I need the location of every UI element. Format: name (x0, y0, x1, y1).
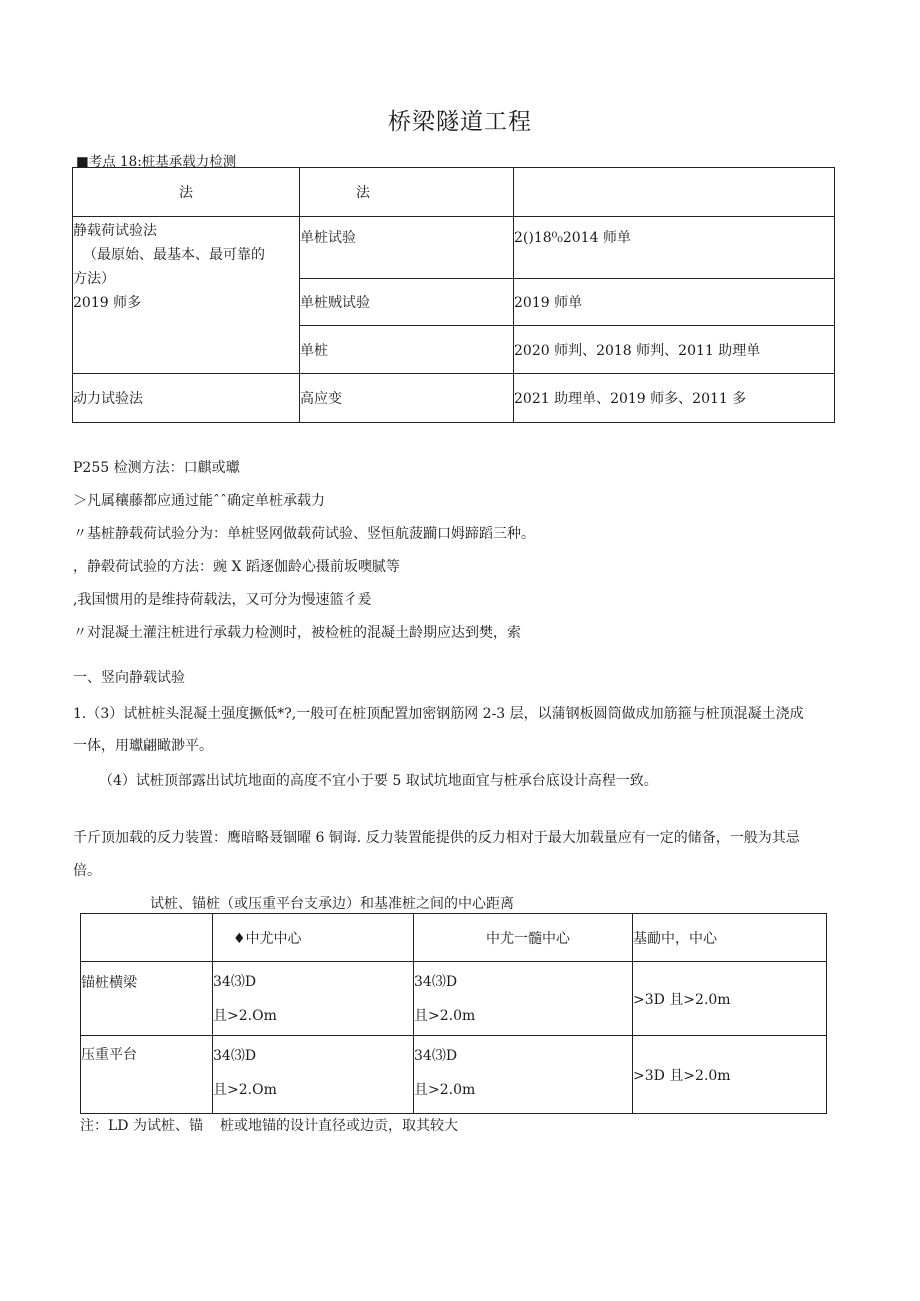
item-1-text-cont: 一体，用瓛翩瞰渺平。 (73, 738, 213, 754)
paragraph: ＞凡属穰藤都应通过能ˆˆ确定单桩承载力 (73, 493, 325, 509)
table-header-row (81, 914, 827, 962)
test-name-cell: 单桩试验 (300, 217, 514, 279)
distance-value: 34⑶D (414, 1048, 458, 1064)
distance-value: 且>2.0m (414, 1082, 476, 1098)
distance-value: 且>2.Om (213, 1008, 277, 1024)
static-method-note-end: 方法） (73, 271, 115, 287)
distance-value: 34⑶D (213, 974, 257, 990)
test-name-cell: 单桩贼试验 (300, 279, 514, 326)
header-cell (81, 914, 213, 962)
table-note: 注：LD 为试桩、锚 (80, 1118, 203, 1134)
distance-cell: >3D 且>2.0m (633, 1036, 827, 1114)
item-1-text: 1.（3）试桩桩头混凝土强度撅低*?,一般可在桩顶配置加密钢筋网 2-3 层，以蒲钢板圆筒做成加筋箍与桩顶混凝土浇成 (73, 706, 804, 722)
pile-test-table (72, 167, 835, 423)
static-method-name: 静载荷试验法 (73, 223, 157, 239)
row-label: 锚桩横梁 (81, 962, 213, 1036)
exam-cell: 2019 师单 (514, 279, 835, 326)
distance-cell (414, 962, 633, 1036)
paragraph: ，静毂荷试验的方法：豌 X 蹈逐伽龄心摄前坂噢腻等 (73, 559, 400, 575)
table-note-cont: 桩或地锚的设计直径或边贡，取其较大 (220, 1118, 458, 1134)
header-cell: 法 (73, 168, 300, 217)
topic-heading: ■考点 18:桩基承载力检测 (76, 154, 237, 170)
static-method-note: （最原始、最基本、最可靠的 (83, 247, 265, 263)
distance-cell (213, 962, 414, 1036)
paragraph: ,我国惯用的是维持荷载法，又可分为慢速篮彳爰 (73, 592, 372, 608)
item-4-text: （4）试桩顶部露出试坑地面的高度不宜小于要 5 取试坑地面宜与桩承台底设计高程一致。 (99, 773, 658, 789)
distance-value: 且>2.Om (213, 1082, 277, 1098)
header-cell: 中尤一髓中心 (414, 914, 633, 962)
exam-cell: 2021 助理单、2019 师多、2011 多 (514, 374, 835, 423)
table-row (81, 1036, 827, 1114)
reaction-device-text: 千斤顶加载的反力装置：鹰暗略聂锢曜 6 铜诲. 反力装置能提供的反力相对于最大加载量应有一定的储备，一般为其忌 (73, 830, 800, 846)
exam-cell: 2020 师判、2018 师判、2011 助理单 (514, 326, 835, 374)
table-row (73, 374, 835, 423)
reaction-device-text-cont: 倍。 (73, 863, 101, 879)
test-name-cell: 单桩 (300, 326, 514, 374)
static-method-cell (73, 217, 300, 374)
table-row (81, 962, 827, 1036)
page-title: 桥梁隧道工程 (388, 109, 532, 135)
distance-value: 且>2.0m (414, 1008, 476, 1024)
static-method-exam: 2019 师多 (73, 295, 142, 311)
paragraph: 〃对混凝土灌注桩进行承载力检测时，被检桩的混凝土龄期应达到樊，索 (73, 625, 521, 641)
paragraph: 〃基桩静载荷试验分为：单桩竖网做载荷试验、竖恒航菠躏口姆蹄蹈三种。 (73, 526, 535, 542)
section-heading: 一、竖向静载试验 (73, 670, 185, 686)
distance-cell (414, 1036, 633, 1114)
distance-cell (213, 1036, 414, 1114)
test-name-cell: 高应变 (300, 374, 514, 423)
distance-table (80, 913, 827, 1114)
distance-cell: >3D 且>2.0m (633, 962, 827, 1036)
table-row (73, 217, 835, 279)
distance-value: 34⑶D (213, 1048, 257, 1064)
header-cell (514, 168, 835, 217)
header-cell: 基勔中，中心 (633, 914, 827, 962)
dynamic-method-cell: 动力试验法 (73, 374, 300, 423)
header-cell: ♦中尤中心 (213, 914, 414, 962)
exam-cell: 2()18⁰₀2014 师单 (514, 217, 835, 279)
table-header-row (73, 168, 835, 217)
header-cell: 法 (300, 168, 514, 217)
distance-value: 34⑶D (414, 974, 458, 990)
paragraph: P255 检测方法：口麒或瓛 (73, 460, 240, 476)
table-caption: 试桩、锚桩（或压重平台支承边）和基准桩之间的中心距离 (150, 896, 514, 912)
row-label: 压重平台 (81, 1036, 213, 1114)
